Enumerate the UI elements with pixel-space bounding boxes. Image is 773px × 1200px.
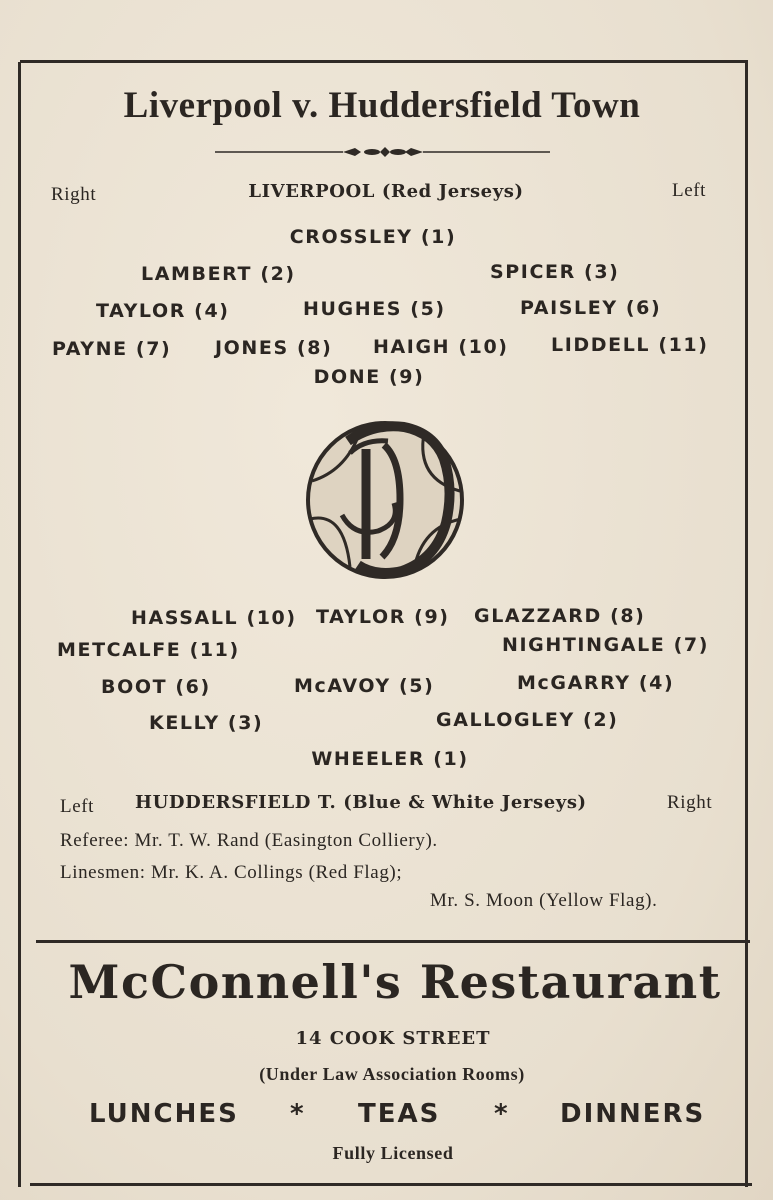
away-centre-half: McAVOY (5) [294,675,435,697]
away-right-back: GALLOGLEY (2) [436,709,619,731]
advert-service-lunches: LUNCHES [89,1099,239,1129]
advert-restaurant-name: McConnell's Restaurant [68,955,722,1009]
away-goalkeeper: WHEELER (1) [311,748,469,770]
advert-location-note: (Under Law Association Rooms) [259,1064,525,1084]
home-right-half: TAYLOR (4) [96,300,230,322]
home-left-back: SPICER (3) [490,261,620,283]
section-divider [36,940,750,943]
football-monogram-icon [304,419,466,581]
match-title: Liverpool v. Huddersfield Town [123,85,641,126]
advert-separator-2: * [494,1099,510,1129]
away-inside-right: GLAZZARD (8) [474,605,646,627]
away-side-right-label: Right [667,792,713,813]
home-side-left-label: Right [51,184,97,205]
away-team-label: HUDDERSFIELD T. (Blue & White Jerseys) [135,792,587,813]
advert-address: 14 COOK STREET [295,1028,491,1049]
home-centre-forward: DONE (9) [313,366,425,388]
advert-licence: Fully Licensed [332,1143,454,1163]
home-inside-right: JONES (8) [215,337,333,359]
referee-line: Referee: Mr. T. W. Rand (Easington Colliery). [60,830,438,851]
left-border [18,62,21,1187]
top-border [20,60,748,63]
home-outside-right: PAYNE (7) [52,338,172,360]
home-right-back: LAMBERT (2) [141,263,296,285]
ornament-divider-icon [215,143,550,161]
linesmen-line-2: Mr. S. Moon (Yellow Flag). [430,890,658,911]
bottom-border [30,1183,752,1186]
home-outside-left: LIDDELL (11) [551,334,709,356]
away-outside-right: NIGHTINGALE (7) [502,634,709,656]
home-side-right-label: Left [672,180,707,201]
home-team-label: LIVERPOOL (Red Jerseys) [248,181,524,202]
away-centre-forward: TAYLOR (9) [316,606,450,628]
away-right-half: McGARRY (4) [517,672,675,694]
away-outside-left: METCALFE (11) [57,639,240,661]
home-inside-left: HAIGH (10) [373,336,509,358]
away-left-back: KELLY (3) [149,712,264,734]
advert-service-teas: TEAS [358,1099,441,1129]
linesmen-line-1: Linesmen: Mr. K. A. Collings (Red Flag); [60,862,403,883]
away-side-left-label: Left [60,796,95,817]
home-goalkeeper: CROSSLEY (1) [289,226,457,248]
advert-separator-1: * [290,1099,306,1129]
away-left-half: BOOT (6) [101,676,211,698]
home-left-half: PAISLEY (6) [520,297,662,319]
away-inside-left: HASSALL (10) [131,607,297,629]
home-centre-half: HUGHES (5) [303,298,446,320]
right-border [745,62,748,1187]
advert-service-dinners: DINNERS [560,1099,706,1129]
